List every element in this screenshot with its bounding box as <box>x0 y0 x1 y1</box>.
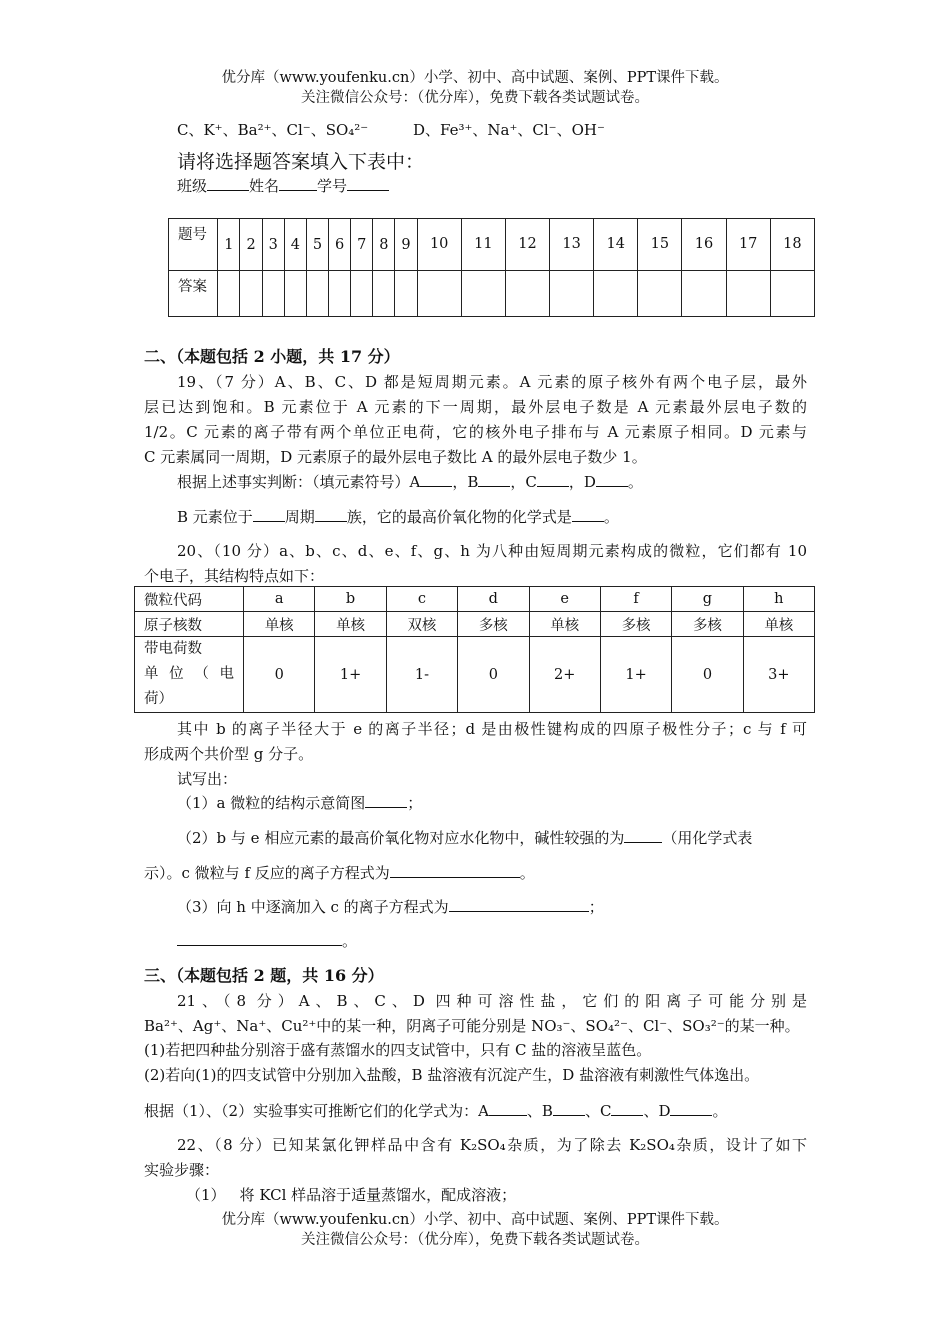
option-c: C、K⁺、Ba²⁺、Cl⁻、SO₄²⁻ <box>177 121 369 139</box>
answer-table-number: 6 <box>329 219 351 271</box>
answer-cell[interactable] <box>306 271 328 317</box>
answer-table-number: 12 <box>505 219 549 271</box>
q20-part3: （3）向 h 中逐滴加入 c 的离子方程式为 ； <box>177 898 604 916</box>
oxide-blank[interactable] <box>572 507 604 522</box>
student-info <box>177 175 389 196</box>
name-label: 姓名 <box>249 177 280 195</box>
answer-cell[interactable] <box>726 271 770 317</box>
charge-row-cell: 1+ <box>600 637 671 713</box>
charge-row-cell: 0 <box>458 637 529 713</box>
class-blank[interactable] <box>207 176 249 191</box>
answer-table-number: 15 <box>638 219 682 271</box>
group-blank[interactable] <box>315 507 347 522</box>
option-d: D、Fe³⁺、Na⁺、Cl⁻、OH⁻ <box>413 121 605 139</box>
q21-line4: (2)若向(1)的四支试管中分别加入盐酸，B 盐溶液有沉淀产生，D 盐溶液有刺激性气体逸出。 <box>144 1066 760 1084</box>
answer-cell[interactable] <box>395 271 417 317</box>
particle-code-row-cell: b <box>315 587 386 612</box>
answer-prompt: 请将选择题答案填入下表中： <box>177 151 425 173</box>
salt-a-blank[interactable] <box>489 1101 527 1116</box>
page-footer-line1: 优分库（www.youfenku.cn）小学、初中、高中试题、案例、PPT课件下载。 <box>221 1212 729 1228</box>
q21-line1: 21、（8 分）A、B、C、D 四种可溶性盐，它们的阳离子可能分别是 <box>177 992 807 1010</box>
h-c-equation-blank-2[interactable] <box>177 931 342 946</box>
answer-table-number: 17 <box>726 219 770 271</box>
charge-row-label <box>135 637 244 713</box>
answer-cell[interactable] <box>505 271 549 317</box>
particle-table <box>134 586 815 713</box>
answer-cell[interactable] <box>461 271 505 317</box>
particle-code-row <box>135 587 815 612</box>
salt-b-blank[interactable] <box>553 1101 585 1116</box>
q19-line3: 1/2。C 元素的离子带有两个单位正电荷，它的核外电子排布与 A 元素原子相同。D 元素与 <box>144 423 807 441</box>
particle-code-row-cell: d <box>458 587 529 612</box>
answer-table-number: 2 <box>240 219 262 271</box>
charge-row-cell: 3+ <box>743 637 814 713</box>
q20-write: 试写出： <box>177 770 238 788</box>
period-blank[interactable] <box>253 507 285 522</box>
q19-line4: C 元素属同一周期，D 元素原子的最外层电子数比 A 的最外层电子数少 1。 <box>144 448 647 466</box>
answer-table-header-row <box>169 219 815 271</box>
particle-code-row-cell: e <box>529 587 600 612</box>
answer-cell[interactable] <box>638 271 682 317</box>
particle-code-row-cell: f <box>600 587 671 612</box>
base-blank[interactable] <box>624 828 662 843</box>
charge-label-line: 带电荷数 <box>144 641 202 657</box>
answer-table-number: 18 <box>770 219 814 271</box>
salt-c-blank[interactable] <box>611 1101 643 1116</box>
section3-title: 三、（本题包括 2 题，共 16 分） <box>144 966 384 985</box>
q21-line2: Ba²⁺、Ag⁺、Na⁺、Cu²⁺中的某一种，阴离子可能分别是 NO₃⁻、SO₄²⁻、Cl⁻、SO₃²⁻的某一种。 <box>144 1017 800 1035</box>
q19-judge: 根据上述事实判断：（填元素符号）A ，B ，C ，D 。 <box>177 473 643 491</box>
answer-table-number: 10 <box>417 219 461 271</box>
structure-blank[interactable] <box>365 793 407 808</box>
charge-row-cell: 1+ <box>315 637 386 713</box>
nucleus-count-row-cell: 双核 <box>386 612 457 637</box>
answer-table-number: 11 <box>461 219 505 271</box>
particle-code-row-cell: g <box>672 587 743 612</box>
nucleus-count-row-cell: 单核 <box>315 612 386 637</box>
answer-table <box>168 218 815 317</box>
q19-line1: 19、（7 分）A、B、C、D 都是短周期元素。A 元素的原子核外有两个电子层，最外 <box>177 373 807 391</box>
answer-table-number: 8 <box>373 219 395 271</box>
charge-row-cell: 2+ <box>529 637 600 713</box>
q20-note2: 形成两个共价型 g 分子。 <box>144 745 314 763</box>
nucleus-count-row-cell: 单核 <box>743 612 814 637</box>
charge-row-cell: 1- <box>386 637 457 713</box>
q19-line2: 层已达到饱和。B 元素位于 A 元素的下一周期，最外层电子数是 A 元素最外层电子数的 <box>144 398 807 416</box>
nucleus-count-row <box>135 612 815 637</box>
answer-blank-b[interactable] <box>478 472 510 487</box>
answer-cell[interactable] <box>770 271 814 317</box>
q20-intro2: 个电子，其结构特点如下： <box>144 567 325 585</box>
answer-blank-d[interactable] <box>596 472 628 487</box>
q22-line1: 22、（8 分）已知某氯化钾样品中含有 K₂SO₄杂质，为了除去 K₂SO₄杂质，设计了如下 <box>177 1136 807 1154</box>
charge-label-line: 单位（电 <box>144 666 234 682</box>
answer-table-answer-row <box>169 271 815 317</box>
answer-table-number: 16 <box>682 219 726 271</box>
answer-cell[interactable] <box>218 271 240 317</box>
charge-row <box>135 637 815 713</box>
answer-table-number: 13 <box>550 219 594 271</box>
answer-blank-c[interactable] <box>537 472 569 487</box>
class-label: 班级 <box>177 177 208 195</box>
q21-answer: 根据（1）、（2）实验事实可推断它们的化学式为：A 、B 、C 、D 。 <box>144 1102 728 1120</box>
particle-code-row-label: 微粒代码 <box>135 587 244 612</box>
answer-table-number: 14 <box>594 219 638 271</box>
q20-note1: 其中 b 的离子半径大于 e 的离子半径；d 是由极性键构成的四原子极性分子；c 与 f 可 <box>177 720 807 738</box>
answer-cell[interactable] <box>373 271 395 317</box>
answer-cell[interactable] <box>682 271 726 317</box>
answer-cell[interactable] <box>240 271 262 317</box>
particle-code-row-cell: a <box>244 587 315 612</box>
nucleus-count-row-cell: 多核 <box>600 612 671 637</box>
charge-label-line: 荷） <box>144 691 173 707</box>
answer-table-number: 4 <box>284 219 306 271</box>
q20-intro1: 20、（10 分）a、b、c、d、e、f、g、h 为八种由短周期元素构成的微粒，它们都有 10 <box>177 542 807 560</box>
salt-d-blank[interactable] <box>670 1101 712 1116</box>
q19-b-position: B 元素位于 周期 族，它的最高价氧化物的化学式是 。 <box>177 508 619 526</box>
q20-part3b: 。 <box>177 930 357 951</box>
answer-table-number: 3 <box>262 219 284 271</box>
section2-title: 二、（本题包括 2 小题，共 17 分） <box>144 347 400 366</box>
answer-cell[interactable] <box>351 271 373 317</box>
answer-table-number: 1 <box>218 219 240 271</box>
nucleus-count-row-cell: 单核 <box>529 612 600 637</box>
page-footer-line2: 关注微信公众号：（优分库），免费下载各类试题试卷。 <box>301 1232 649 1248</box>
answer-cell[interactable] <box>417 271 461 317</box>
id-label: 学号 <box>317 177 348 195</box>
id-blank[interactable] <box>347 176 389 191</box>
h-c-equation-blank[interactable] <box>449 897 589 912</box>
charge-row-cell: 0 <box>244 637 315 713</box>
page-header-line2: 关注微信公众号：（优分库），免费下载各类试题试卷。 <box>301 90 649 106</box>
nucleus-count-row-label: 原子核数 <box>135 612 244 637</box>
charge-row-cell: 0 <box>672 637 743 713</box>
answer-table-number: 7 <box>351 219 373 271</box>
nucleus-count-row-cell: 单核 <box>244 612 315 637</box>
answer-table-label-number: 题号 <box>169 219 218 271</box>
q21-line3: (1)若把四种盐分别溶于盛有蒸馏水的四支试管中，只有 C 盐的溶液呈蓝色。 <box>144 1041 652 1059</box>
q22-line2: 实验步骤： <box>144 1161 220 1179</box>
answer-table-number: 5 <box>306 219 328 271</box>
particle-code-row-cell: c <box>386 587 457 612</box>
answer-cell[interactable] <box>262 271 284 317</box>
answer-blank-a[interactable] <box>420 472 452 487</box>
ionic-equation-blank[interactable] <box>390 863 520 878</box>
answer-table-label-answer: 答案 <box>169 271 218 317</box>
name-blank[interactable] <box>279 176 317 191</box>
nucleus-count-row-cell: 多核 <box>458 612 529 637</box>
answer-table-number: 9 <box>395 219 417 271</box>
page-header-line1: 优分库（www.youfenku.cn）小学、初中、高中试题、案例、PPT课件下载。 <box>221 70 729 86</box>
q22-step1: （1） 将 KCl 样品溶于适量蒸馏水，配成溶液； <box>186 1186 517 1204</box>
answer-cell[interactable] <box>550 271 594 317</box>
particle-code-row-cell: h <box>743 587 814 612</box>
q20-part2b: 示）。c 微粒与 f 反应的离子方程式为 。 <box>144 864 535 882</box>
answer-cell[interactable] <box>594 271 638 317</box>
q20-part2a: （2）b 与 e 相应元素的最高价氧化物对应水化物中，碱性较强的为 （用化学式表 <box>177 829 753 847</box>
answer-cell[interactable] <box>284 271 306 317</box>
q20-part1: （1）a 微粒的结构示意简图 ； <box>177 794 423 812</box>
answer-cell[interactable] <box>329 271 351 317</box>
nucleus-count-row-cell: 多核 <box>672 612 743 637</box>
